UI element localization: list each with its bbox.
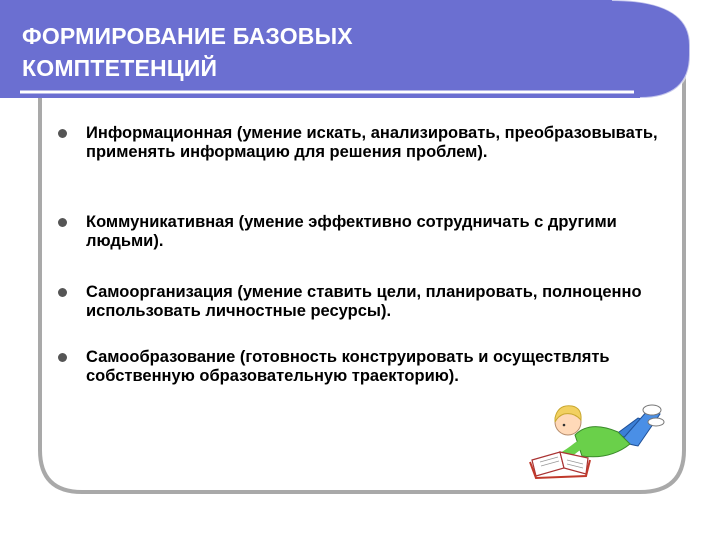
bullet-text: Коммуникативная (умение эффективно сотрудничать с другими людьми).: [86, 213, 617, 250]
bullet-dot-icon: [58, 129, 67, 138]
slide-title-line-1: ФОРМИРОВАНИЕ БАЗОВЫХ: [22, 23, 353, 49]
bullet-item-communication: [58, 213, 668, 251]
bullet-text: Самоорганизация (умение ставить цели, планировать, полноценно использовать личностные ресурсы).: [86, 283, 642, 320]
bullet-dot-icon: [58, 218, 67, 227]
boy-reading-book-icon: [520, 380, 670, 480]
slide-title-line-2: КОМПТЕТЕНЦИЙ: [22, 55, 218, 81]
bullet-item-self-organization: [58, 283, 668, 321]
bullet-text: Информационная (умение искать, анализировать, преобразовывать, применять информацию для решения проблем).: [86, 124, 658, 161]
bullet-item-information: [58, 124, 668, 162]
title-block: [22, 20, 622, 84]
bullet-dot-icon: [58, 288, 67, 297]
bullet-dot-icon: [58, 353, 67, 362]
bullet-text: Самообразование (готовность конструировать и осуществлять собственную образовательную траекторию).: [86, 348, 610, 385]
